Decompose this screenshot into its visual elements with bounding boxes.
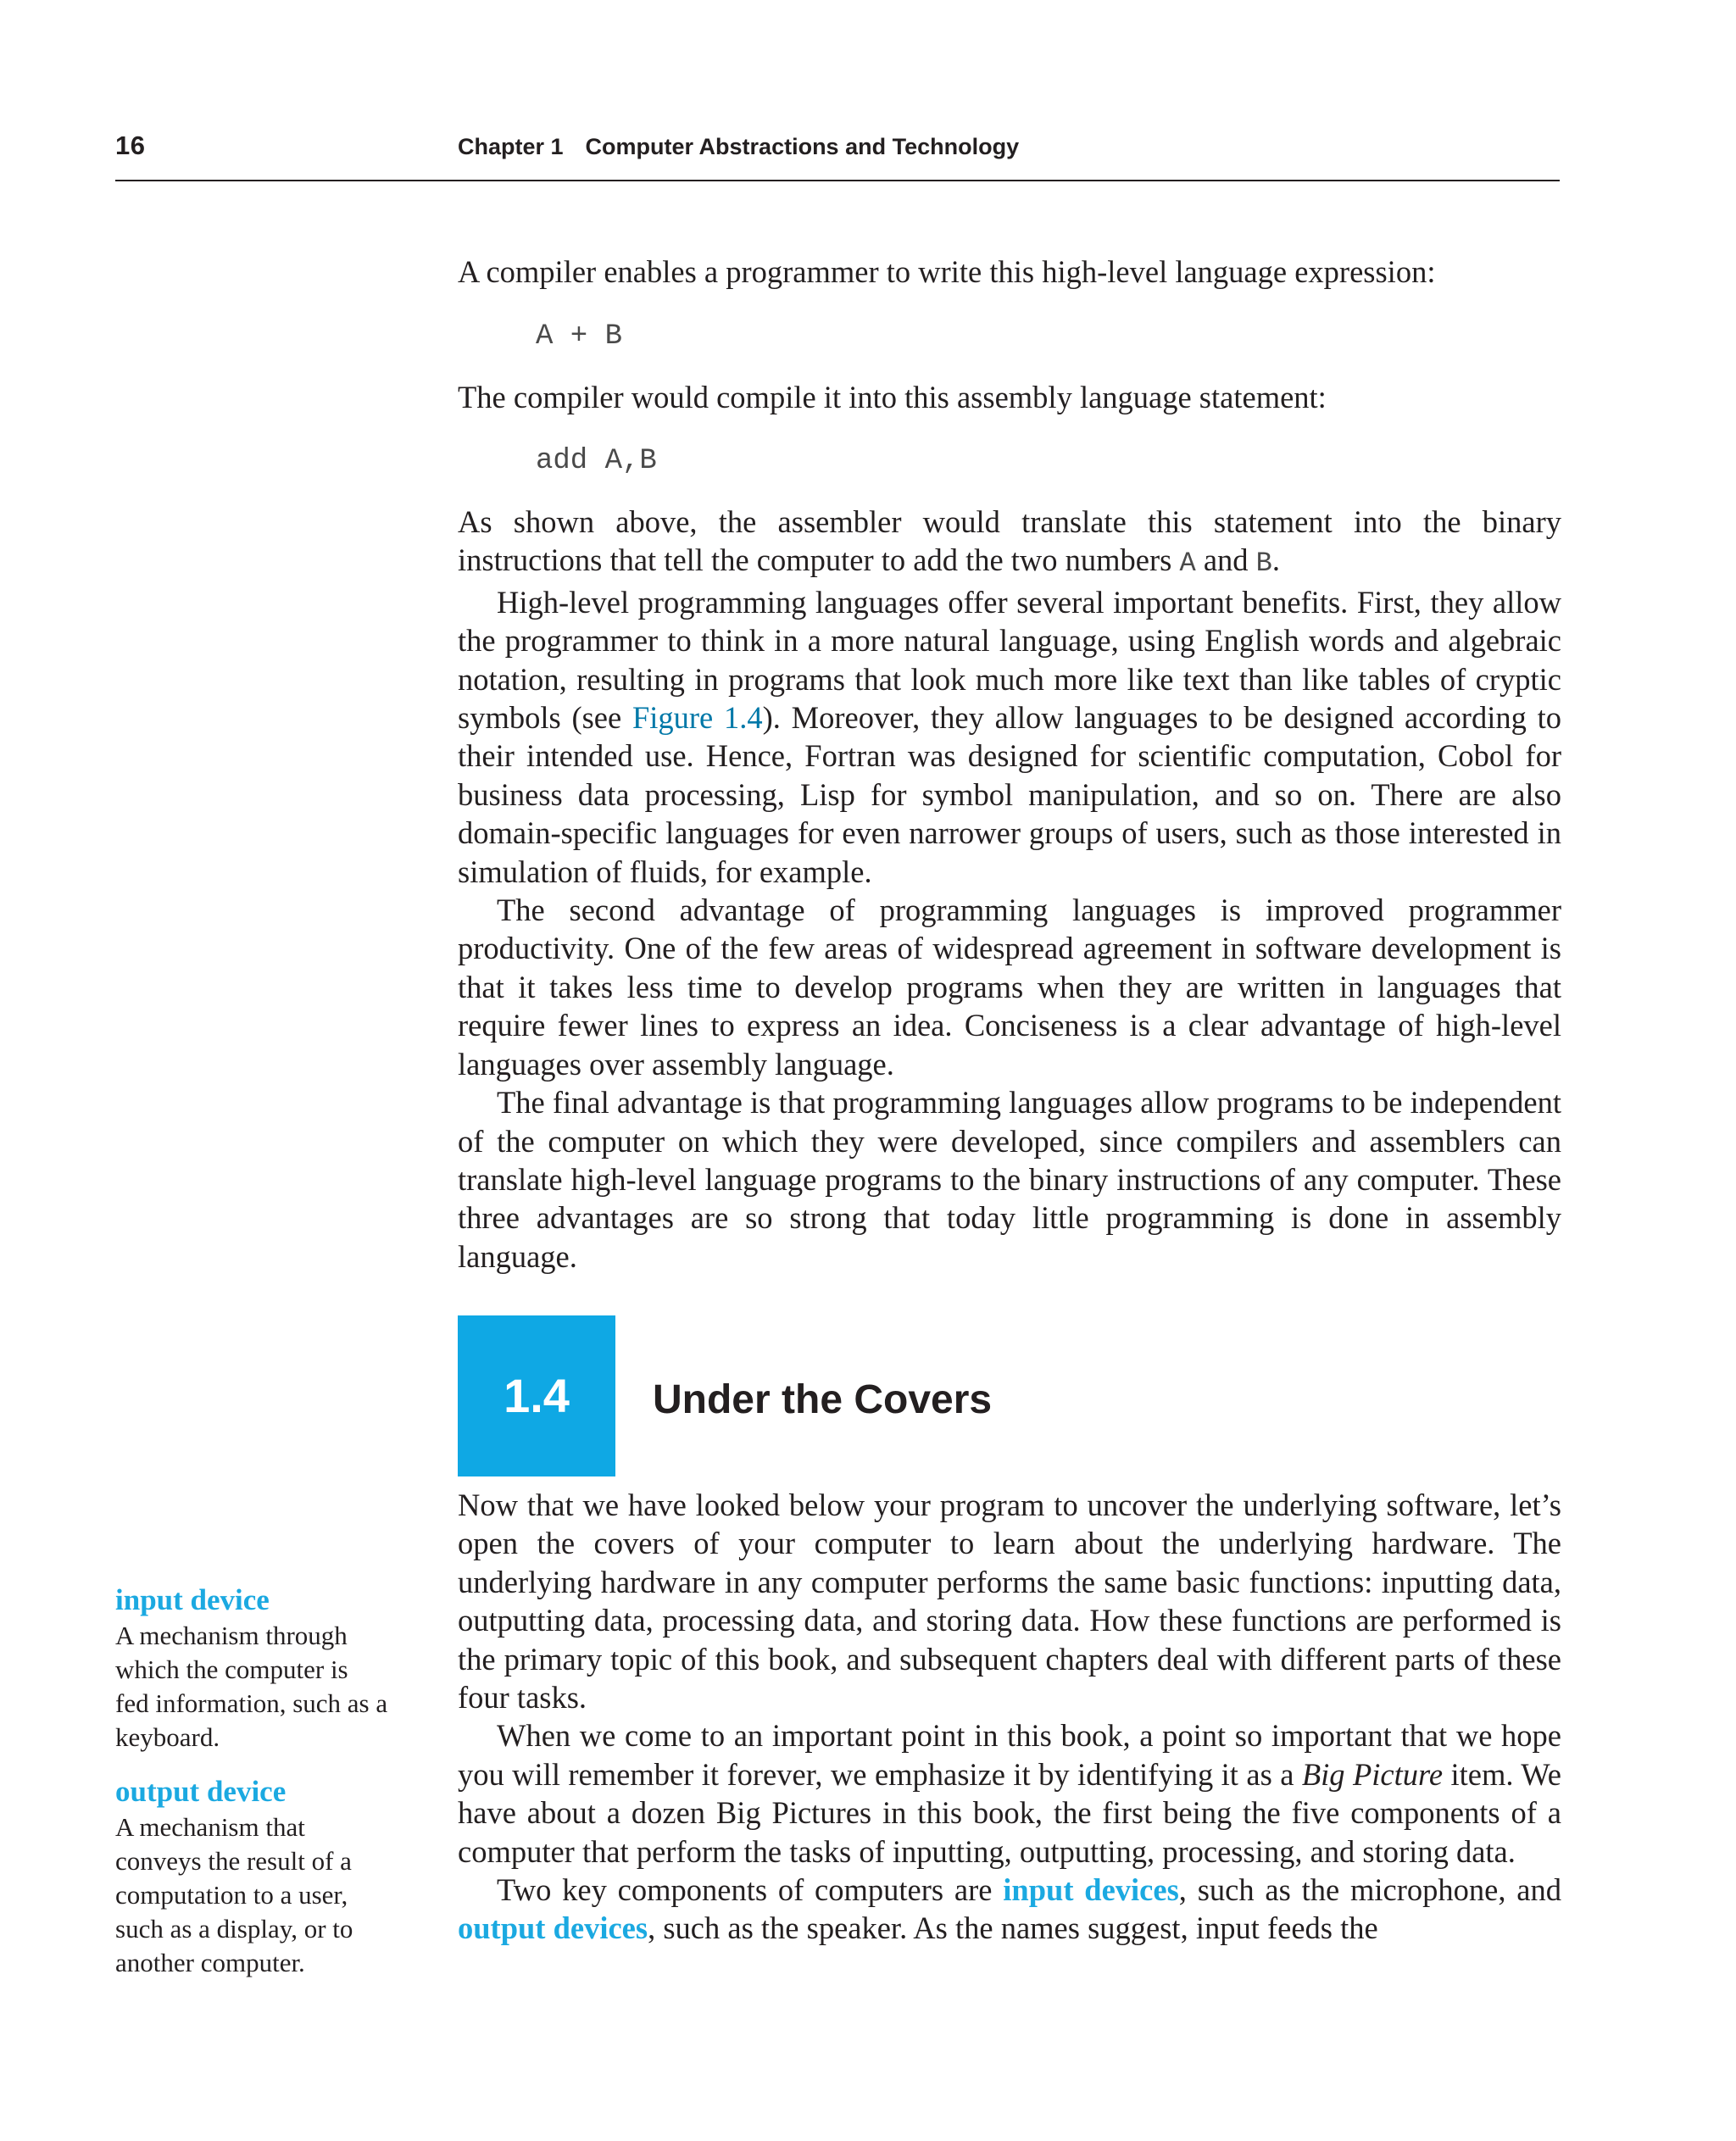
body-text-lower: [458, 1486, 1561, 1948]
margin-definition: A mechanism through which the computer is fed information, such as a keyboard.: [115, 1621, 388, 1752]
paragraph-benefits: High-level programming languages offer several important benefits. First, they allow the programmer to think in a more natural language, using English words and algebraic notation, resulting in programs that look much more like text than like tables of cryptic symbols (see Figure 1.4). Moreover, they allow languages to be designed according to their intended use. Hence, Fortran was designed for scientific computation, Cobol for business data processing, Lisp for symbol manipulation, and so on. There are also domain-specific languages for even narrower groups of users, such as those interested in simulation of fluids, for example.: [458, 584, 1561, 889]
big-picture-emphasis: Big Picture: [1301, 1756, 1444, 1792]
code-assembly: add A,B: [536, 445, 657, 477]
intro-text-block: [458, 253, 1561, 291]
figure-link[interactable]: Figure 1.4: [632, 700, 763, 736]
paragraph-big-picture: When we come to an important point in this book, a point so important that we hope you will remember it forever, we emphasize it by identifying it as a Big Picture item. We have about a dozen Big Pictures in this book, the first being the five components of a computer that perform the tasks of inputting, outputting, processing, and storing data.: [458, 1718, 1561, 1869]
compile-paragraph: The compiler would compile it into this assembly language statement:: [458, 380, 1327, 414]
term-input-devices: input devices: [1003, 1872, 1179, 1908]
compile-text-block: [458, 378, 1561, 416]
section-title: Under the Covers: [653, 1377, 993, 1422]
variable-a: A: [1179, 548, 1196, 580]
intro-paragraph: A compiler enables a programmer to write this high-level language expression:: [458, 254, 1436, 289]
body-text-upper: [458, 503, 1561, 1276]
page-number: 16: [115, 131, 146, 160]
margin-term: output device: [115, 1775, 287, 1808]
variable-b: B: [1255, 548, 1272, 580]
paragraph-io-devices: Two key components of computers are input devices, such as the microphone, and output devices, such as the speaker. As the names suggest, input feeds the: [458, 1872, 1561, 1946]
margin-note-input-device: [115, 1582, 420, 1755]
paragraph-independence: The final advantage is that programming languages allow programs to be independent of the computer on which they were developed, since compilers and assemblers can translate high-level language programs to the binary instructions of any computer. These three advantages are so strong that today little programming is done in assembly language.: [458, 1085, 1561, 1274]
section-number-box: [458, 1315, 615, 1476]
running-header: [115, 129, 1560, 181]
chapter-title: Computer Abstractions and Technology: [585, 134, 1020, 159]
term-output-devices: output devices: [458, 1910, 648, 1946]
paragraph-under-covers: Now that we have looked below your program to uncover the underlying software, let’s open the covers of your computer to learn about the underlying hardware. The underlying hardware in any computer performs the same basic functions: inputting data, outputting data, processing data, and storing data. How these functions are performed is the primary topic of this book, and subsequent chapters deal with different parts of these four tasks.: [458, 1488, 1561, 1716]
code-expression: A + B: [536, 320, 623, 353]
margin-term: input device: [115, 1583, 270, 1616]
chapter-label: Chapter 1: [458, 134, 564, 159]
section-number: 1.4: [504, 1369, 570, 1422]
paragraph-assembler: As shown above, the assembler would translate this statement into the binary instructions that tell the computer to add the two numbers A and B.: [458, 504, 1561, 580]
running-head: [458, 134, 1019, 160]
paragraph-productivity: The second advantage of programming languages is improved programmer productivity. One of the few areas of widespread agreement in software development is that it takes less time to develop programs when they are written in languages that require fewer lines to express an idea. Conciseness is a clear advantage of high-level languages over assembly language.: [458, 893, 1561, 1082]
margin-definition: A mechanism that conveys the result of a computation to a user, such as a display, or to another computer.: [115, 1812, 353, 1977]
margin-note-output-device: [115, 1773, 420, 1980]
